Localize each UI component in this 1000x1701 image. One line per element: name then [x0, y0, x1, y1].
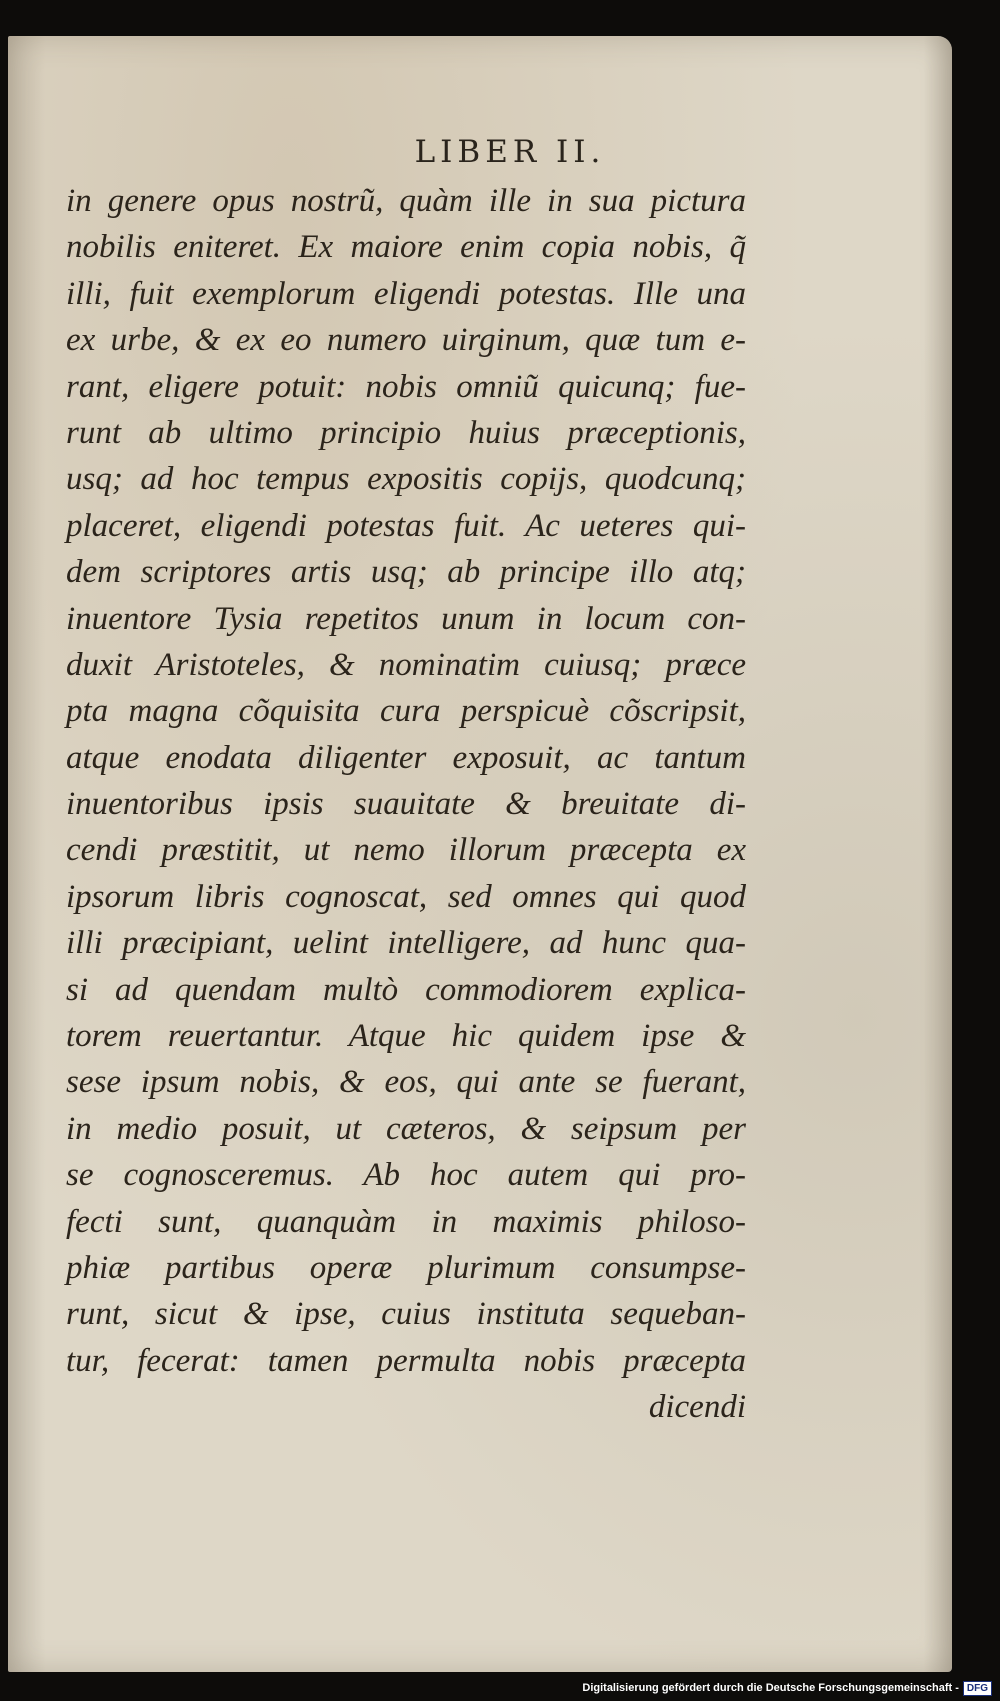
- text-line: ex urbe, & ex eo numero uirginum, quæ tum e-: [66, 322, 746, 359]
- text-line: rant, eligere potuit: nobis omniũ quicunq; fue-: [66, 368, 746, 405]
- body-text: [66, 178, 746, 1431]
- text-line: torem reuertantur. Atque hic quidem ipse &: [66, 1018, 746, 1055]
- text-line: nobilis eniteret. Ex maiore enim copia nobis, q̃: [66, 229, 746, 266]
- text-line: si ad quendam multò commodiorem explica-: [66, 971, 746, 1008]
- text-line: usq; ad hoc tempus expositis copijs, quodcunq;: [66, 461, 746, 498]
- text-line: inuentoribus ipsis suauitate & breuitate di-: [66, 786, 746, 823]
- text-line: illi, fuit exemplorum eligendi potestas. Ille una: [66, 275, 746, 312]
- text-line: placeret, eligendi potestas fuit. Ac ueteres qui-: [66, 507, 746, 544]
- text-line: cendi præstitit, ut nemo illorum præcepta ex: [66, 832, 746, 869]
- text-line: illi præcipiant, uelint intelligere, ad hunc qua-: [66, 925, 746, 962]
- digitization-credit: [582, 1681, 992, 1695]
- text-line: pta magna cõquisita cura perspicuè cõscripsit,: [66, 693, 746, 730]
- text-line: duxit Aristoteles, & nominatim cuiusq; præce: [66, 646, 746, 683]
- text-line: se cognosceremus. Ab hoc autem qui pro-: [66, 1157, 746, 1194]
- dfg-logo: DFG: [963, 1681, 992, 1696]
- text-line: atque enodata diligenter exposuit, ac tantum: [66, 739, 746, 776]
- text-line: tur, fecerat: tamen permulta nobis præcepta: [66, 1342, 746, 1379]
- text-line: sese ipsum nobis, & eos, qui ante se fuerant,: [66, 1064, 746, 1101]
- text-line: phiæ partibus operæ plurimum consumpse-: [66, 1249, 746, 1286]
- running-header-text: LIBER II.: [414, 134, 606, 170]
- text-line: ipsorum libris cognoscat, sed omnes qui quod: [66, 878, 746, 915]
- text-line: dem scriptores artis usq; ab principe illo atq;: [66, 554, 746, 591]
- running-header: [0, 134, 1000, 170]
- text-line: in genere opus nostrũ, quàm ille in sua pictura: [66, 183, 746, 219]
- text-line: runt, sicut & ipse, cuius instituta sequeban-: [66, 1296, 746, 1333]
- credit-text: Digitalisierung gefördert durch die Deutsche Forschungsgemeinschaft -: [582, 1682, 959, 1694]
- text-line: fecti sunt, quanquàm in maximis philoso-: [66, 1203, 746, 1240]
- text-line: inuentore Tysia repetitos unum in locum con-: [66, 600, 746, 637]
- text-line: runt ab ultimo principio huius præceptionis,: [66, 414, 746, 451]
- text-line: in medio posuit, ut cæteros, & seipsum per: [66, 1110, 746, 1147]
- catchword: dicendi: [648, 1389, 746, 1426]
